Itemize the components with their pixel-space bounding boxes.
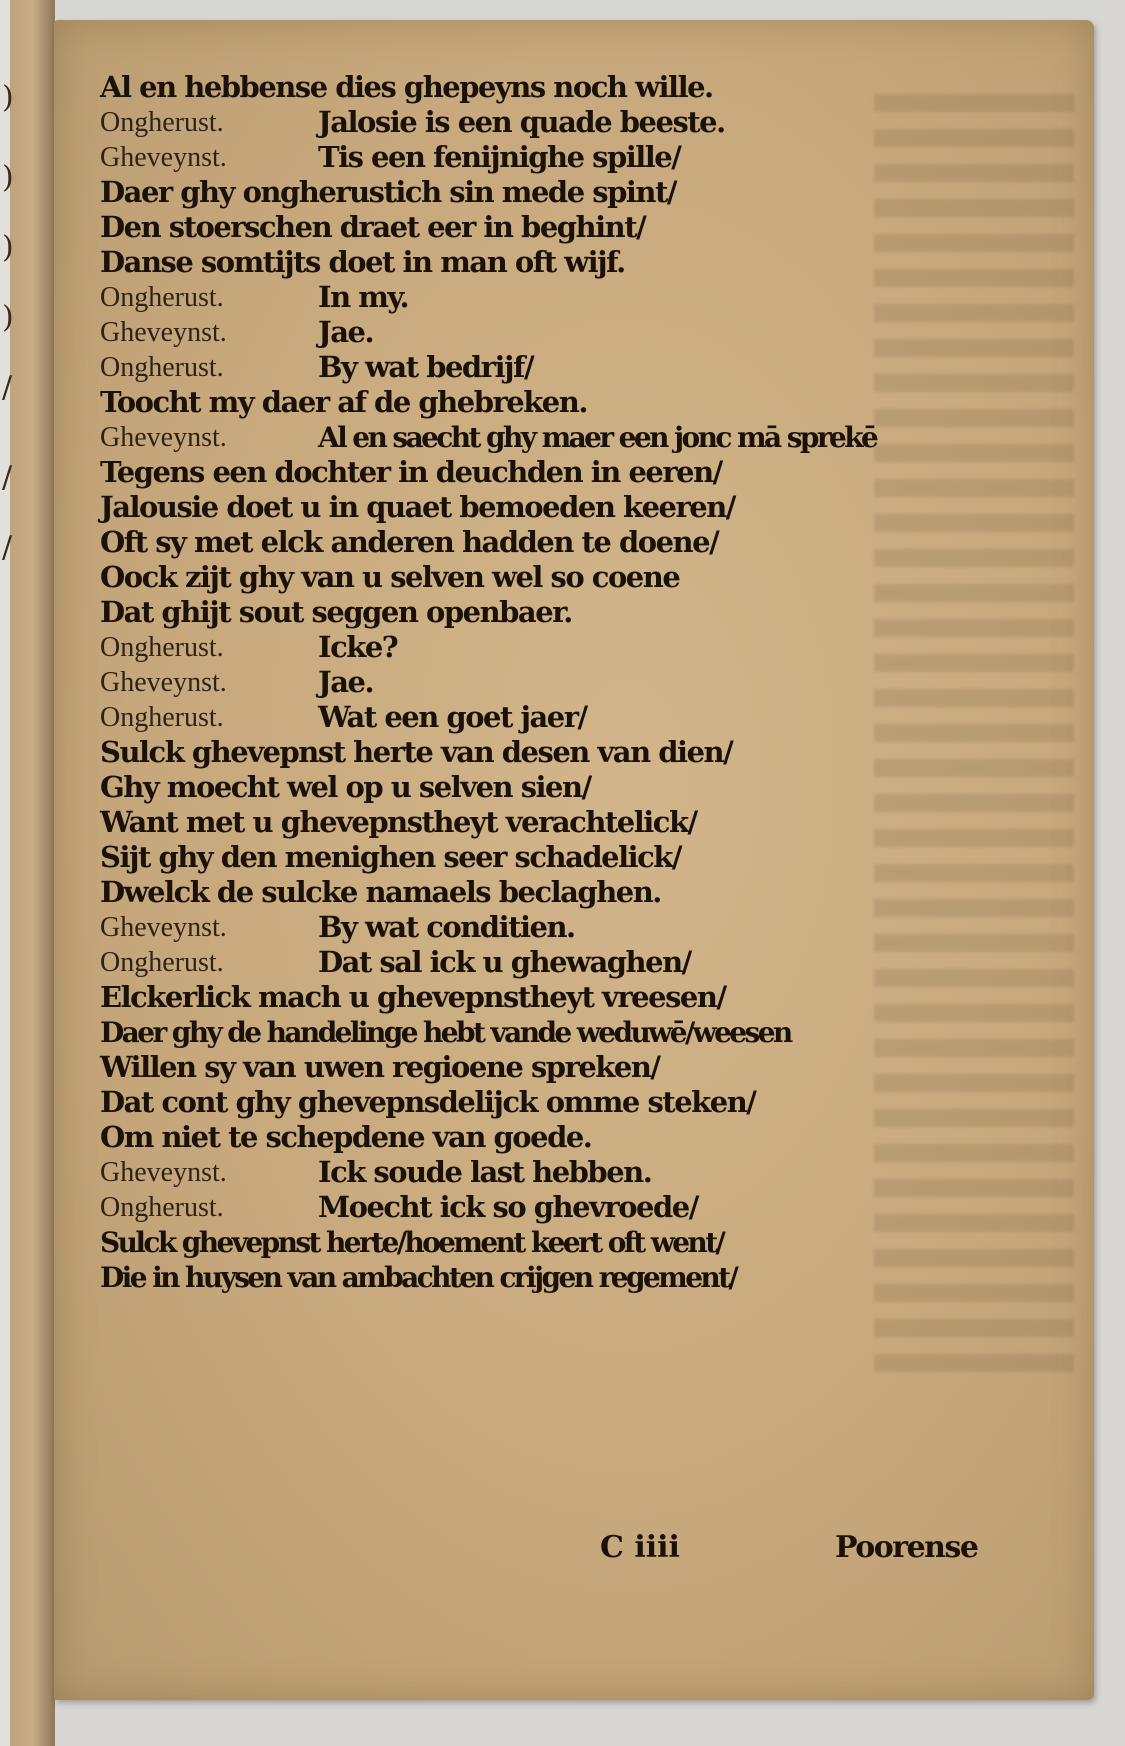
text-line	[100, 1085, 1020, 1120]
verse-text: Jae.	[318, 315, 374, 349]
signature-mark: C iiii	[600, 1530, 680, 1565]
verse-text: Jalousie doet u in quaet bemoeden keeren/	[100, 490, 735, 524]
verse-text: Dat ghijt sout seggen openbaer.	[100, 595, 572, 629]
text-line	[100, 175, 1020, 210]
verse-text: Sijt ghy den menighen seer schadelick/	[100, 840, 681, 874]
text-line	[100, 700, 1020, 735]
left-page-mark: )	[2, 230, 14, 265]
text-line	[100, 490, 1020, 525]
verse-text: By wat conditien.	[318, 910, 575, 944]
text-line	[100, 910, 1020, 945]
verse-text: Daer ghy de handelinge hebt vande weduwē/weesen	[100, 1016, 791, 1049]
text-line	[100, 1225, 1020, 1260]
speaker-name: Ongherust.	[100, 947, 224, 978]
left-page-mark: )	[2, 300, 14, 335]
text-line	[100, 525, 1020, 560]
verse-text: Jalosie is een quade beeste.	[318, 105, 725, 139]
speaker-name: Ongherust.	[100, 352, 224, 383]
text-line	[100, 1190, 1020, 1225]
verse-text: Dwelck de sulcke namaels beclaghen.	[100, 875, 661, 909]
speaker-name: Ongherust.	[100, 632, 224, 663]
text-line	[100, 140, 1020, 175]
text-line	[100, 245, 1020, 280]
page-footer	[100, 1530, 1000, 1570]
verse-text: Den stoerschen draet eer in beghint/	[100, 210, 646, 244]
verse-text: Om niet te schepdene van goede.	[100, 1120, 592, 1154]
text-line	[100, 980, 1020, 1015]
verse-text: Jae.	[318, 665, 374, 699]
verse-text: Willen sy van uwen regioene spreken/	[100, 1050, 660, 1084]
speaker-name: Ongherust.	[100, 702, 224, 733]
speaker-name: Ongherust.	[100, 1192, 224, 1223]
left-page-edge	[0, 0, 55, 1746]
verse-text: Wat een goet jaer/	[318, 700, 587, 734]
verse-text: Al en hebbense dies ghepeyns noch wille.	[100, 70, 713, 104]
text-line	[100, 105, 1020, 140]
text-line	[100, 70, 1020, 105]
text-line	[100, 665, 1020, 700]
verse-text: Sulck ghevepnst herte van desen van dien/	[100, 735, 733, 769]
text-line	[100, 735, 1020, 770]
text-line	[100, 280, 1020, 315]
text-line	[100, 630, 1020, 665]
verse-text: Ghy moecht wel op u selven sien/	[100, 770, 591, 804]
verse-text: Daer ghy ongherustich sin mede spint/	[100, 175, 676, 209]
text-line	[100, 315, 1020, 350]
text-line	[100, 455, 1020, 490]
text-line	[100, 420, 1020, 455]
verse-text: Die in huysen van ambachten crijgen regement/	[100, 1261, 737, 1294]
verse-text: Oock zijt ghy van u selven wel so coene	[100, 560, 680, 594]
text-line	[100, 875, 1020, 910]
text-line	[100, 770, 1020, 805]
speaker-name: Gheveynst.	[100, 1157, 227, 1188]
verse-text: Dat cont ghy ghevepnsdelijck omme steken/	[100, 1085, 756, 1119]
verse-text: Al en saecht ghy maer een jonc mā sprekē	[318, 421, 877, 454]
left-page-mark: ͏)	[2, 80, 14, 115]
verse-text: Oft sy met elck anderen hadden te doene/	[100, 525, 719, 559]
text-line	[100, 805, 1020, 840]
text-line	[100, 595, 1020, 630]
text-line	[100, 1050, 1020, 1085]
text-line	[100, 1120, 1020, 1155]
verse-text: By wat bedrijf/	[318, 350, 534, 384]
verse-text: Want met u ghevepnstheyt verachtelick/	[100, 805, 697, 839]
left-page-mark: )	[2, 160, 14, 195]
verse-text: Tis een fenijnighe spille/	[318, 140, 681, 174]
text-line	[100, 1015, 1020, 1050]
text-line	[100, 840, 1020, 875]
verse-text: Ick soude last hebben.	[318, 1155, 652, 1189]
verse-text: Toocht my daer af de ghebreken.	[100, 385, 587, 419]
left-page-mark: /	[2, 370, 13, 405]
text-line	[100, 1155, 1020, 1190]
text-line	[100, 385, 1020, 420]
catchword: Poorense	[835, 1530, 978, 1565]
verse-text: Dat sal ick u ghewaghen/	[318, 945, 691, 979]
verse-text: In my.	[318, 280, 409, 314]
left-page-mark: /	[2, 530, 13, 565]
verse-text: Elckerlick mach u ghevepnstheyt vreesen/	[100, 980, 726, 1014]
verse-text-block	[100, 70, 1020, 1295]
verse-text: Sulck ghevepnst herte/hoement keert oft went/	[100, 1226, 724, 1259]
speaker-name: Ongherust.	[100, 282, 224, 313]
verse-text: Icke?	[318, 630, 398, 664]
verse-text: Danse somtijts doet in man oft wijf.	[100, 245, 625, 279]
text-line	[100, 560, 1020, 595]
text-line	[100, 350, 1020, 385]
speaker-name: Gheveynst.	[100, 912, 227, 943]
speaker-name: Gheveynst.	[100, 317, 227, 348]
speaker-name: Ongherust.	[100, 107, 224, 138]
speaker-name: Gheveynst.	[100, 667, 227, 698]
verse-text: Moecht ick so ghevroede/	[318, 1190, 698, 1224]
text-line	[100, 210, 1020, 245]
speaker-name: Gheveynst.	[100, 142, 227, 173]
verse-text: Tegens een dochter in deuchden in eeren/	[100, 455, 722, 489]
speaker-name: Gheveynst.	[100, 422, 227, 453]
text-line	[100, 1260, 1020, 1295]
text-line	[100, 945, 1020, 980]
left-page-mark: /	[2, 460, 13, 495]
